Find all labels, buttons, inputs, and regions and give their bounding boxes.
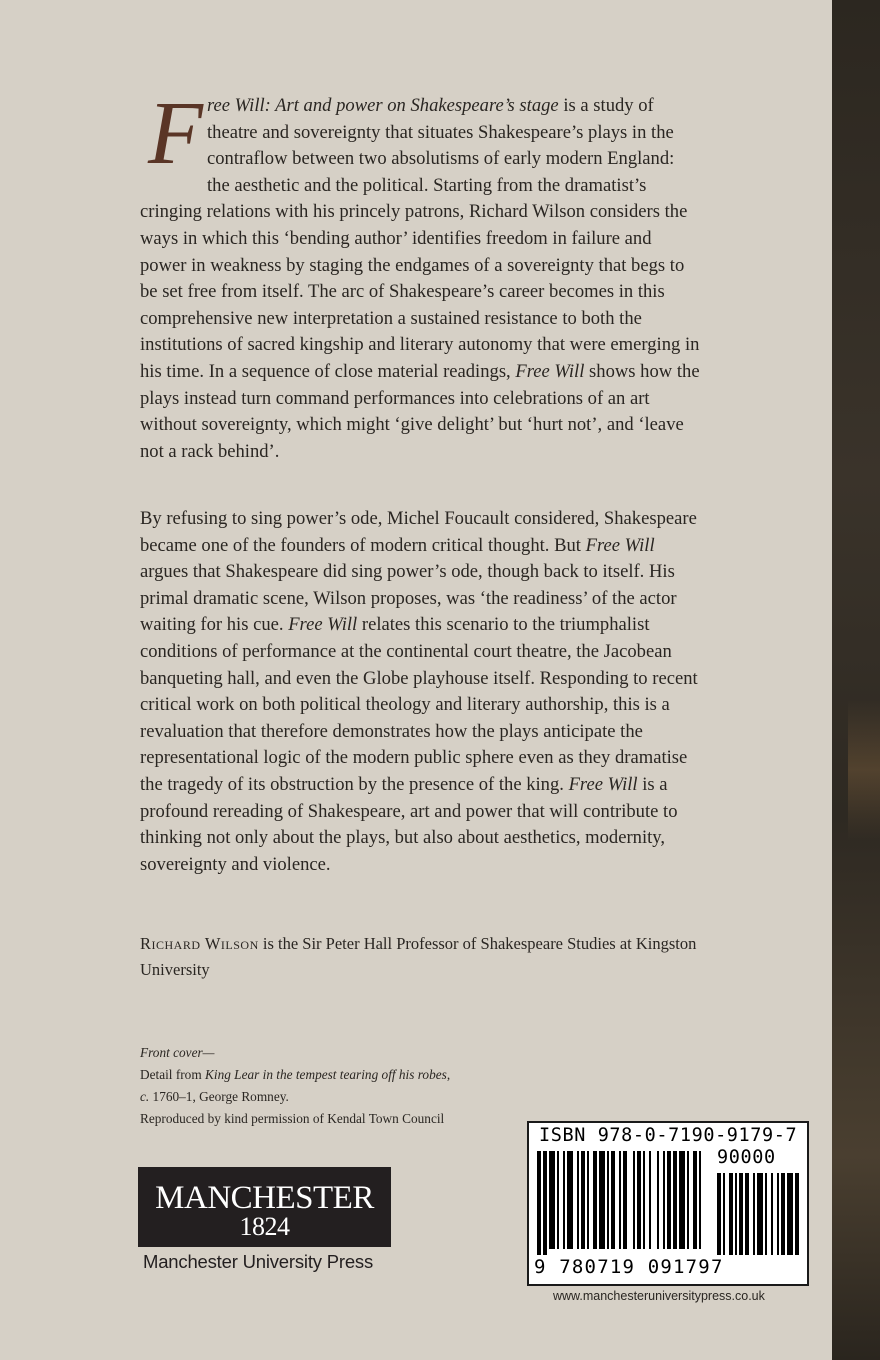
barcode-bar bbox=[567, 1151, 573, 1249]
barcode-bar bbox=[663, 1151, 665, 1249]
credits-line bbox=[140, 1086, 540, 1108]
isbn-barcode bbox=[527, 1121, 809, 1286]
credits-line bbox=[140, 1064, 540, 1086]
ean-digits: 9 780719 091797 bbox=[534, 1256, 724, 1278]
barcode-bar bbox=[581, 1151, 585, 1249]
title-mention: Free Will bbox=[515, 360, 585, 382]
barcode-bar bbox=[679, 1151, 685, 1249]
barcode-bar bbox=[633, 1151, 635, 1249]
barcode-bar bbox=[623, 1151, 627, 1249]
title-mention: Free Will bbox=[288, 614, 358, 636]
addon-bar bbox=[735, 1173, 737, 1255]
barcode-bar bbox=[537, 1151, 541, 1255]
author-note bbox=[140, 931, 710, 983]
barcode-bar bbox=[637, 1151, 641, 1249]
addon-bar bbox=[771, 1173, 773, 1255]
barcode-bar bbox=[657, 1151, 659, 1249]
drop-cap: F bbox=[148, 84, 203, 183]
barcode-bar bbox=[643, 1151, 645, 1249]
spine-highlight bbox=[848, 700, 880, 840]
addon-bar bbox=[787, 1173, 793, 1255]
credits-text: , bbox=[446, 1067, 451, 1082]
barcode-bar bbox=[587, 1151, 589, 1249]
barcode-bar bbox=[593, 1151, 597, 1249]
painting-title: King Lear in the tempest tearing off his robes bbox=[205, 1067, 447, 1082]
blurb-paragraph-2 bbox=[140, 506, 700, 878]
barcode-bar bbox=[649, 1151, 651, 1249]
addon-code: 90000 bbox=[717, 1147, 776, 1168]
barcode-bar bbox=[611, 1151, 615, 1249]
logo-wordmark: MANCHESTER bbox=[155, 1180, 374, 1216]
blurb-text: argues that Shakespeare did sing power’s ode, though back to itself. His primal dramatic scene, Wilson proposes, was ‘the readiness’ of the actor waiting for his cue. bbox=[140, 561, 677, 636]
credits-circa: c. bbox=[140, 1089, 150, 1104]
addon-bar bbox=[781, 1173, 785, 1255]
barcode-bar bbox=[563, 1151, 565, 1249]
publisher-url: www.manchesteruniversitypress.co.uk bbox=[553, 1289, 765, 1303]
barcode-bar bbox=[599, 1151, 605, 1249]
addon-bar bbox=[723, 1173, 725, 1255]
logo-year: 1824 bbox=[239, 1212, 290, 1241]
addon-bar bbox=[757, 1173, 763, 1255]
barcode-bar bbox=[693, 1151, 697, 1249]
book-title: ree Will: Art and power on Shakespeare’s stage bbox=[206, 95, 559, 116]
isbn-label: ISBN 978-0-7190-9179-7 bbox=[539, 1125, 798, 1146]
addon-bar bbox=[765, 1173, 767, 1255]
publisher-name: Manchester University Press bbox=[143, 1251, 374, 1272]
addon-bar bbox=[753, 1173, 755, 1255]
barcode-bar bbox=[557, 1151, 559, 1249]
barcode-bar bbox=[687, 1151, 689, 1249]
addon-bar bbox=[717, 1173, 721, 1255]
addon-bar bbox=[739, 1173, 743, 1255]
blurb-text: By refusing to sing power’s ode, Michel Foucault considered, Shakespeare became one of the founders of modern critical thought. But bbox=[140, 508, 697, 556]
addon-bar bbox=[745, 1173, 749, 1255]
blurb-text: is a study of theatre and sovereignty that situates Shakespeare’s plays in the contraflow between two absolutisms of early modern England: the aesthetic and the political. Starting from the dramatist’s cringing relations with his princely patrons, Richard Wilson considers the ways in which this ‘bending author’ identifies freedom in failure and power in weakness by staging the endgames of a sovereignty that begs to be set free from itself. The arc of Shakespeare’s career becomes in this comprehensive new interpretation a sustained resistance to both the institutions of sacred kingship and literary autonomy that were emerging in his time. In a sequence of close material readings, bbox=[140, 95, 700, 382]
barcode-bar bbox=[549, 1151, 555, 1249]
barcode-bar bbox=[577, 1151, 579, 1249]
credits-text: Detail from bbox=[140, 1067, 205, 1082]
barcode-bar bbox=[667, 1151, 671, 1249]
publisher-logo bbox=[138, 1167, 391, 1247]
addon-bar bbox=[729, 1173, 733, 1255]
author-bio: is the Sir Peter Hall Professor of Shakespeare Studies at Kingston University bbox=[140, 934, 697, 979]
blurb-text: is a profound rereading of Shakespeare, art and power that will contribute to thinking not only about the plays, but also about aesthetics, modernity, sovereignty and violence. bbox=[140, 773, 678, 875]
blurb-text: shows how the plays instead turn command performances into celebrations of an art without sovereignty, which might ‘give delight’ but ‘hurt not’, and ‘leave not a rack behind’. bbox=[140, 360, 700, 462]
addon-bar bbox=[777, 1173, 779, 1255]
cover-credits bbox=[140, 1042, 540, 1130]
spine-edge bbox=[832, 0, 880, 1360]
barcode-bar bbox=[699, 1151, 701, 1249]
title-mention: Free Will bbox=[585, 534, 655, 556]
barcode-bar bbox=[673, 1151, 677, 1249]
title-mention: Free Will bbox=[568, 773, 638, 795]
blurb-text: relates this scenario to the triumphalist conditions of performance at the continental court theatre, the Jacobean banqueting hall, and even the Globe playhouse itself. Responding to recent critical work on both political theology and literary authorship, this is a revaluation that therefore demonstrates how the plays anticipate the representational logic of the modern public sphere even as they dramatise the tragedy of its obstruction by the presence of the king. bbox=[140, 614, 698, 795]
credits-heading: Front cover— bbox=[140, 1045, 215, 1060]
barcode-bar bbox=[543, 1151, 547, 1255]
barcode-bar bbox=[619, 1151, 621, 1249]
author-name: Richard Wilson bbox=[140, 934, 259, 953]
barcode-bar bbox=[607, 1151, 609, 1249]
addon-bar bbox=[795, 1173, 799, 1255]
blurb-paragraph-1 bbox=[140, 84, 700, 465]
credits-text: 1760–1, George Romney. bbox=[149, 1089, 289, 1104]
credits-permission: Reproduced by kind permission of Kendal Town Council bbox=[140, 1111, 445, 1126]
